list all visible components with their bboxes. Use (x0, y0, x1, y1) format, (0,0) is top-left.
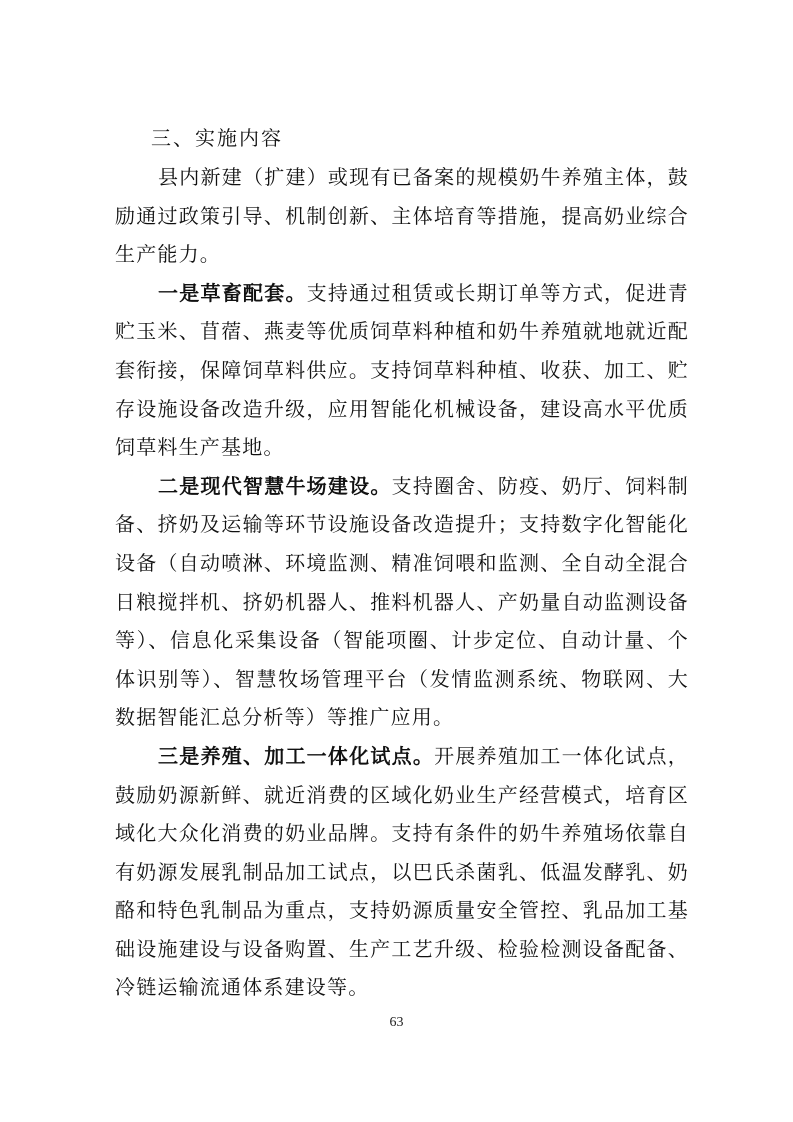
paragraph-lead: 三是养殖、加工一体化试点。 (158, 743, 435, 768)
paragraph-lead: 二是现代智慧牛场建设。 (158, 473, 392, 498)
intro-paragraph: 县内新建（扩建）或现有已备案的规模奶牛养殖主体，鼓励通过政策引导、机制创新、主体培育等措施，提高奶业综合生产能力。 (115, 165, 689, 267)
paragraph-text: 支持圈舍、防疫、奶厅、饲料制备、挤奶及运输等环节设施设备改造提升；支持数字化智能化设备（自动喷淋、环境监测、精准饲喂和监测、全自动全混合日粮搅拌机、挤奶机器人、推料机器人、产奶量自动监测设备等）、信息化采集设备（智能项圈、计步定位、自动计量、个体识别等）、智慧牧场管理平台（发情监测系统、物联网、大数据智能汇总分析等）等推广应用。 (115, 473, 689, 730)
body-text (115, 158, 689, 1007)
page-number: 63 (389, 1015, 404, 1030)
paragraph-text: 开展养殖加工一体化试点，鼓励奶源新鲜、就近消费的区域化奶业生产经营模式，培育区域化大众化消费的奶业品牌。支持有条件的奶牛养殖场依靠自有奶源发展乳制品加工试点，以巴氏杀菌乳、低温发酵乳、奶酪和特色乳制品为重点，支持奶源质量安全管控、乳品加工基础设施建设与设备购置、生产工艺升级、检验检测设备配备、冷链运输流通体系建设等。 (115, 743, 689, 1000)
paragraph-integration-pilot (115, 737, 689, 1007)
paragraph-text: 支持通过租赁或长期订单等方式，促进青贮玉米、苜蓿、燕麦等优质饲草料种植和奶牛养殖就地就近配套衔接，保障饲草料供应。支持饲草料种植、收获、加工、贮存设施设备改造升级，应用智能化机械设备，建设高水平优质饲草料生产基地。 (115, 280, 689, 460)
section-heading: 三、实施内容 (151, 126, 283, 150)
paragraph-smart-farm (115, 467, 689, 737)
paragraph-lead: 一是草畜配套。 (158, 280, 307, 305)
paragraph-forage-matching (115, 274, 689, 467)
